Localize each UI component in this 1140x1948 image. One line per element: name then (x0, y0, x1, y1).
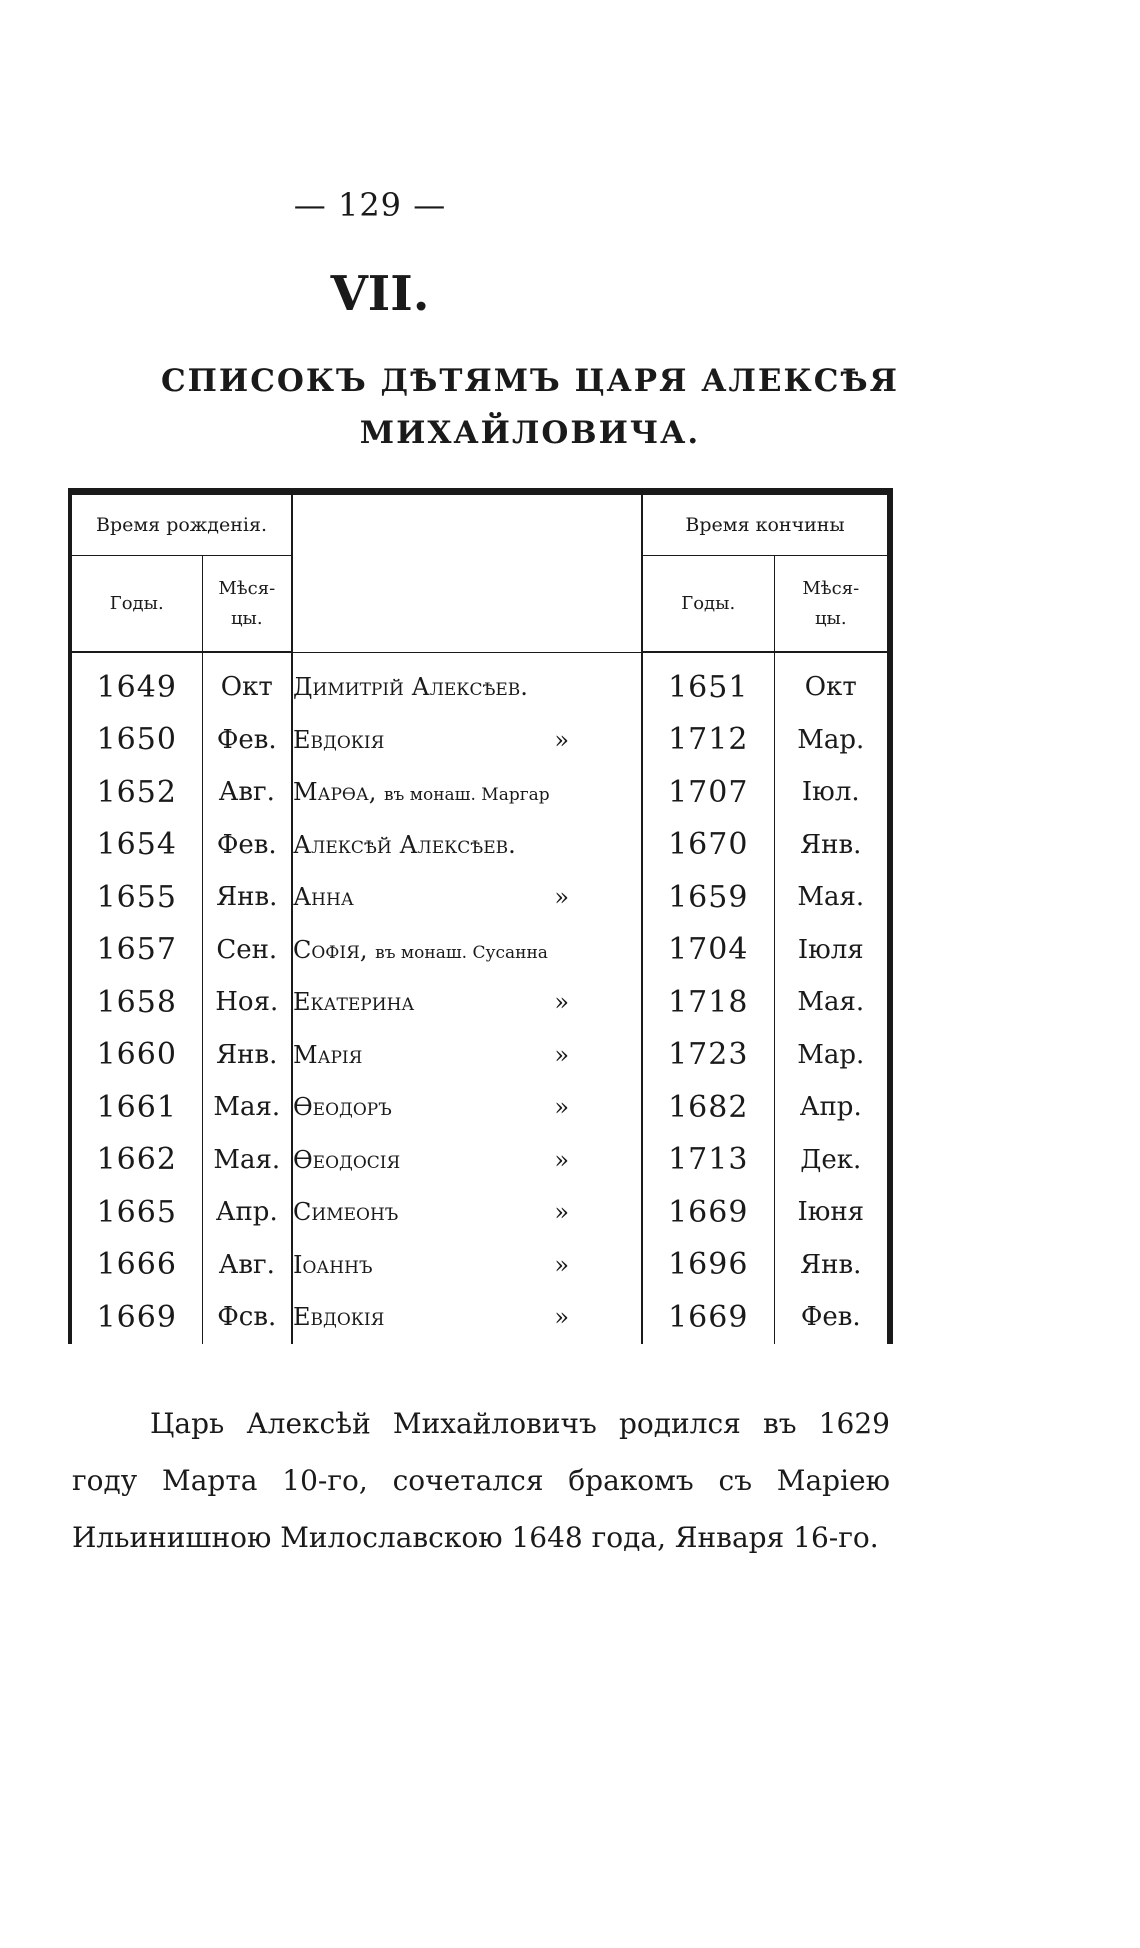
birth-month-cell: Ноя. (202, 976, 292, 1029)
header-death-months-line2: цы. (814, 607, 847, 629)
name-cell (292, 714, 642, 767)
ditto-mark: » (554, 1145, 569, 1174)
name-cell (292, 924, 642, 977)
birth-year-cell: 1662 (70, 1134, 202, 1187)
header-death-years: Годы. (642, 556, 774, 653)
child-name: Ѳеодоръ (293, 1093, 392, 1122)
birth-year-cell: 1649 (70, 652, 202, 714)
birth-month-cell: Фев. (202, 819, 292, 872)
ditto-mark: » (554, 1198, 569, 1227)
death-month-cell: Янв. (800, 1249, 862, 1280)
table-row (70, 1186, 890, 1239)
birth-year-cell: 1669 (70, 1291, 202, 1344)
ditto-mark: » (554, 1040, 569, 1069)
death-year-cell: 1696 (642, 1239, 774, 1292)
children-table-container (68, 488, 888, 1348)
death-year-cell: 1723 (642, 1029, 774, 1082)
death-month-cell: Дек. (800, 1144, 862, 1175)
table-row (70, 1029, 890, 1082)
birth-year-cell: 1660 (70, 1029, 202, 1082)
death-month-cell: Іюл. (801, 777, 860, 808)
name-cell (292, 1134, 642, 1187)
death-year-cell: 1707 (642, 766, 774, 819)
child-name: Ѳеодосія (293, 1145, 401, 1174)
table-row (70, 766, 890, 819)
ditto-mark: » (554, 988, 569, 1017)
birth-year-cell: 1655 (70, 871, 202, 924)
birth-month-cell: Авг. (202, 1239, 292, 1292)
birth-year-cell: 1652 (70, 766, 202, 819)
name-cell (292, 652, 642, 714)
header-name-blank (292, 492, 642, 653)
death-year-cell: 1682 (642, 1081, 774, 1134)
birth-year-cell: 1654 (70, 819, 202, 872)
header-birth-months (202, 556, 292, 653)
birth-month-cell: Окт (202, 652, 292, 714)
child-name: Димитрій Алексѣев. (293, 673, 528, 701)
death-year-cell: 1718 (642, 976, 774, 1029)
header-birth-years: Годы. (70, 556, 202, 653)
child-name: Марѳа, (293, 778, 377, 807)
table-row (70, 1239, 890, 1292)
name-cell (292, 1081, 642, 1134)
death-month-cell: Іюня (797, 1197, 865, 1228)
birth-month-cell: Авг. (202, 766, 292, 819)
death-month-cell: Окт (804, 672, 857, 703)
death-month-cell: Мар. (797, 1039, 865, 1070)
death-year-cell: 1670 (642, 819, 774, 872)
death-month-cell: Мая. (797, 987, 865, 1018)
ditto-mark: » (554, 1303, 569, 1332)
table-row (70, 1291, 890, 1344)
birth-year-cell: 1666 (70, 1239, 202, 1292)
death-month-cell: Фев. (800, 1302, 861, 1333)
table-row (70, 924, 890, 977)
body-paragraph: Царь Алексѣй Михайловичъ родился въ 1629 году Марта 10-го, сочетался бракомъ съ Маріею Ильинишною Милославскою 1648 года, Января 16-го. (72, 1407, 890, 1554)
birth-year-cell: 1650 (70, 714, 202, 767)
children-table (68, 488, 893, 1344)
birth-year-cell: 1665 (70, 1186, 202, 1239)
death-year-cell: 1659 (642, 871, 774, 924)
death-year-cell: 1669 (642, 1291, 774, 1344)
death-month-cell: Мар. (797, 724, 865, 755)
child-name: Симеонъ (293, 1198, 399, 1227)
birth-month-cell: Сен. (202, 924, 292, 977)
birth-month-cell: Апр. (202, 1186, 292, 1239)
death-year-cell: 1712 (642, 714, 774, 767)
name-cell (292, 976, 642, 1029)
section-number: VII. (330, 266, 430, 322)
table-row (70, 871, 890, 924)
header-birth-months-line1: Мѣся- (218, 577, 276, 599)
birth-month-cell: Фсв. (202, 1291, 292, 1344)
death-year-cell: 1713 (642, 1134, 774, 1187)
table-row (70, 1081, 890, 1134)
death-year-cell: 1669 (642, 1186, 774, 1239)
name-cell (292, 1291, 642, 1344)
birth-month-cell: Мая. (202, 1081, 292, 1134)
page-number: — 129 — (293, 186, 447, 224)
child-name: Софія, (293, 935, 368, 964)
name-cell (292, 819, 642, 872)
ditto-mark: » (554, 883, 569, 912)
children-table-body (70, 652, 890, 1344)
child-name-note: въ монаш. Маргар (383, 785, 550, 806)
birth-month-cell: Янв. (202, 871, 292, 924)
table-row (70, 976, 890, 1029)
death-year-cell: 1651 (642, 652, 774, 714)
child-name: Марія (293, 1040, 363, 1069)
birth-year-cell: 1657 (70, 924, 202, 977)
ditto-mark: » (554, 1250, 569, 1279)
table-row (70, 819, 890, 872)
death-year-cell: 1704 (642, 924, 774, 977)
name-cell (292, 1239, 642, 1292)
child-name: Екатерина (293, 988, 415, 1017)
death-month-cell: Апр. (799, 1092, 862, 1123)
death-month-cell: Янв. (800, 829, 862, 860)
name-cell (292, 1186, 642, 1239)
death-month-cell: Мая. (797, 882, 865, 913)
child-name: Алексѣй Алексѣев. (293, 830, 516, 859)
ditto-mark: » (554, 1093, 569, 1122)
child-name: Евдокія (293, 725, 385, 754)
header-death-months-line1: Мѣся- (802, 577, 860, 599)
birth-month-cell: Фев. (202, 714, 292, 767)
child-name: Анна (293, 883, 354, 912)
table-row (70, 1134, 890, 1187)
child-name-note: въ монаш. Сусанна (375, 942, 548, 963)
title-line-1: СПИСОКЪ ДѢТЯМЪ ЦАРЯ АЛЕКСѢЯ (160, 363, 899, 399)
table-row (70, 714, 890, 767)
header-birth-time: Время рожденія. (70, 492, 292, 556)
header-death-time: Время кончины (642, 492, 890, 556)
name-cell (292, 871, 642, 924)
child-name: Евдокія (293, 1303, 385, 1332)
table-row (70, 652, 890, 714)
ditto-mark: » (554, 725, 569, 754)
page-title (0, 355, 1060, 459)
birth-month-cell: Янв. (202, 1029, 292, 1082)
birth-year-cell: 1658 (70, 976, 202, 1029)
birth-month-cell: Мая. (202, 1134, 292, 1187)
child-name: Іоаннъ (293, 1250, 373, 1279)
name-cell (292, 1029, 642, 1082)
title-line-2: МИХАЙЛОВИЧА. (359, 415, 701, 451)
header-birth-months-line2: цы. (230, 607, 263, 629)
header-death-months (774, 556, 890, 653)
birth-year-cell: 1661 (70, 1081, 202, 1134)
name-cell (292, 766, 642, 819)
death-month-cell: Іюля (797, 934, 864, 965)
